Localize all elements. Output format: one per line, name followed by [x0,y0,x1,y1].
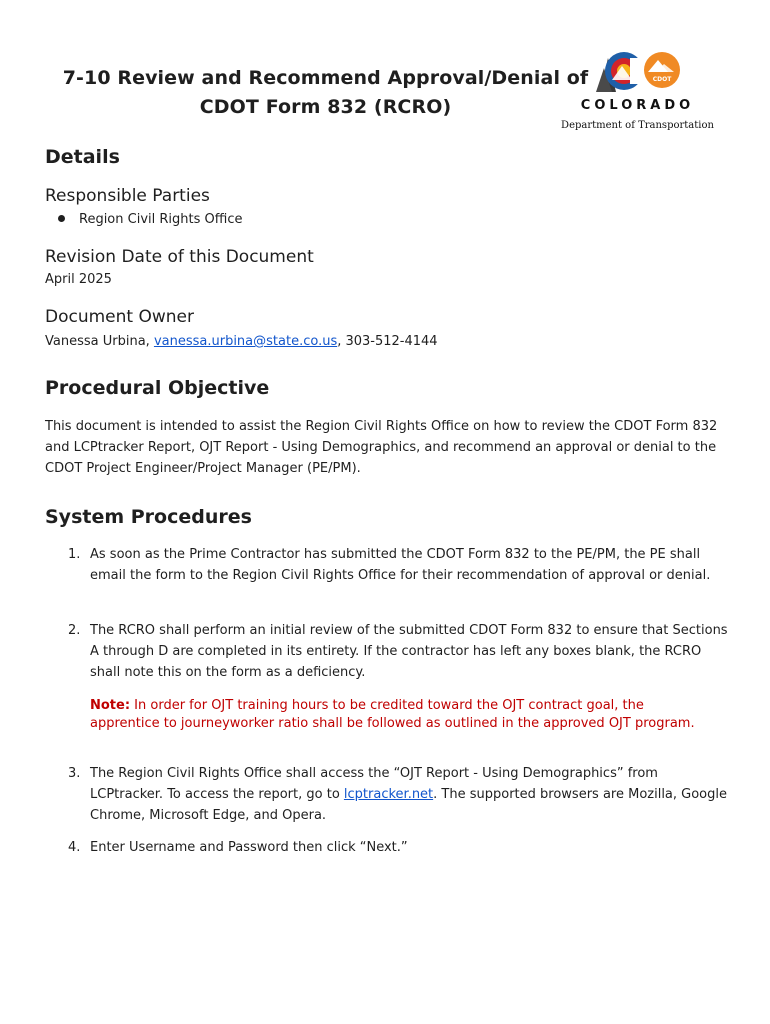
responsible-heading: Responsible Parties [45,186,210,206]
bullet-icon [58,215,65,222]
owner-name: Vanessa Urbina, [45,334,154,349]
lcptracker-link[interactable]: lcptracker.net [343,787,434,802]
step3-text-a: The Region Civil Rights Office shall access the “OJT Report - Using Demographics” from LCPtracker. To access the report, go to [90,766,658,802]
revision-heading: Revision Date of this Document [45,247,314,267]
details-heading: Details [45,146,120,168]
ojt-note [90,697,710,733]
owner-heading: Document Owner [45,307,194,327]
objective-body: This document is intended to assist the Region Civil Rights Office on how to review the CDOT Form 832 and LCPtracker Report, OJT Report - Using Demographics, and recommend an approval or denial to the CDOT Project Engineer/Project Manager (PE/PM). [45,419,718,476]
step-number: 1. [68,547,81,562]
cdot-logo [556,48,724,138]
step-text: Enter Username and Password then click “Next.” [90,840,408,855]
document-title [48,64,603,122]
list-item [68,763,733,826]
step-number: 3. [68,766,81,781]
logo-wordmark: COLORADO [580,98,695,113]
owner-email-link[interactable]: vanessa.urbina@state.co.us [153,334,338,349]
list-item [68,837,733,858]
step-text [90,763,733,826]
note-text: In order for OJT training hours to be credited toward the OJT contract goal, the apprentice to journeyworker ratio shall be followed as outlined in the approved OJT program. [90,698,695,731]
list-item [68,620,733,683]
list-item [58,212,242,227]
step-number: 2. [68,623,81,638]
responsible-item: Region Civil Rights Office [79,212,243,227]
objective-heading: Procedural Objective [45,377,270,399]
step-text: As soon as the Prime Contractor has submitted the CDOT Form 832 to the PE/PM, the PE shall email the form to the Region Civil Rights Office for their recommendation of approval or denial. [90,547,711,583]
logo-subtitle: Department of Transportation [561,120,714,131]
logo-badge-text: CDOT [652,76,672,83]
step-number: 4. [68,840,81,855]
owner-phone: , 303-512-4144 [337,334,438,349]
note-label: Note: [90,698,131,713]
list-item [68,544,733,586]
cdot-logo-graphic [594,48,686,94]
title-line-2: CDOT Form 832 (RCRO) [199,96,452,118]
procedures-heading: System Procedures [45,506,252,528]
step3-text-b: . The supported browsers are Mozilla, Google Chrome, Microsoft Edge, and Opera. [90,787,728,823]
owner-line [45,334,438,349]
step-text: The RCRO shall perform an initial review of the submitted CDOT Form 832 to ensure that Sections A through D are completed in its entirety. If the contractor has left any boxes blank, the RCRO shall note this on the form as a deficiency. [90,623,728,680]
revision-value: April 2025 [45,272,112,287]
title-line-1: 7-10 Review and Recommend Approval/Denial of [62,67,589,89]
